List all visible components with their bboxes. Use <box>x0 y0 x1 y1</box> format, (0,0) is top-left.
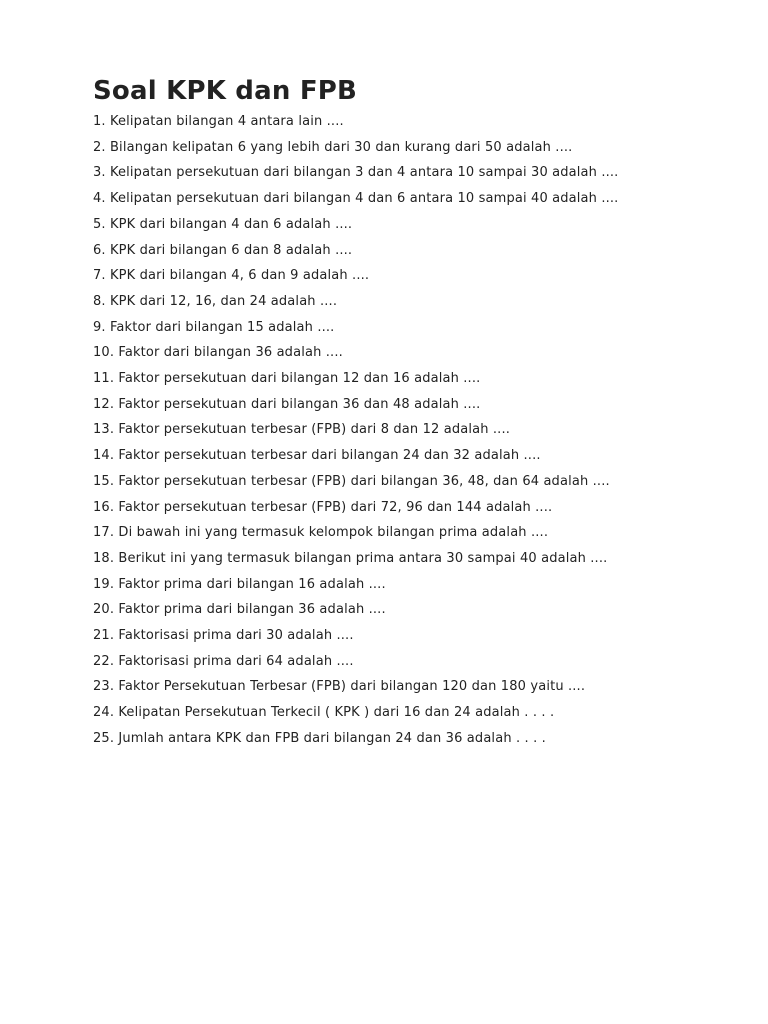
question-item: 19. Faktor prima dari bilangan 16 adalah .... <box>93 576 386 592</box>
question-item: 21. Faktorisasi prima dari 30 adalah .... <box>93 628 354 644</box>
question-item: 16. Faktor persekutuan terbesar (FPB) dari 72, 96 dan 144 adalah .... <box>93 499 553 515</box>
question-item: 13. Faktor persekutuan terbesar (FPB) dari 8 dan 12 adalah .... <box>93 422 511 438</box>
question-item: 22. Faktorisasi prima dari 64 adalah .... <box>93 653 354 669</box>
question-item: 7. KPK dari bilangan 4, 6 dan 9 adalah .... <box>93 268 370 284</box>
question-item: 1. Kelipatan bilangan 4 antara lain .... <box>93 114 344 129</box>
document-page <box>93 74 728 752</box>
question-item: 4. Kelipatan persekutuan dari bilangan 4 dan 6 antara 10 sampai 40 adalah .... <box>93 191 619 207</box>
question-item: 15. Faktor persekutuan terbesar (FPB) dari bilangan 36, 48, dan 64 adalah .... <box>93 473 610 489</box>
question-item: 20. Faktor prima dari bilangan 36 adalah .... <box>93 602 386 618</box>
question-item: 18. Berikut ini yang termasuk bilangan prima antara 30 sampai 40 adalah .... <box>93 550 608 566</box>
question-item: 11. Faktor persekutuan dari bilangan 12 dan 16 adalah .... <box>93 371 481 387</box>
question-item: 10. Faktor dari bilangan 36 adalah .... <box>93 345 343 361</box>
question-item: 5. KPK dari bilangan 4 dan 6 adalah .... <box>93 216 353 232</box>
question-item: 24. Kelipatan Persekutuan Terkecil ( KPK ) dari 16 dan 24 adalah . . . . <box>93 705 555 721</box>
question-item: 14. Faktor persekutuan terbesar dari bilangan 24 dan 32 adalah .... <box>93 448 541 464</box>
question-item: 25. Jumlah antara KPK dan FPB dari bilangan 24 dan 36 adalah . . . . <box>93 730 546 746</box>
question-item: 3. Kelipatan persekutuan dari bilangan 3 dan 4 antara 10 sampai 30 adalah .... <box>93 165 619 181</box>
question-list <box>93 109 728 752</box>
question-item: 12. Faktor persekutuan dari bilangan 36 dan 48 adalah .... <box>93 396 481 412</box>
page-title: Soal KPK dan FPB <box>93 76 358 106</box>
question-item: 23. Faktor Persekutuan Terbesar (FPB) dari bilangan 120 dan 180 yaitu .... <box>93 679 586 695</box>
question-item: 17. Di bawah ini yang termasuk kelompok bilangan prima adalah .... <box>93 525 549 541</box>
question-item: 9. Faktor dari bilangan 15 adalah .... <box>93 319 335 335</box>
question-item: 8. KPK dari 12, 16, dan 24 adalah .... <box>93 293 338 309</box>
question-item: 2. Bilangan kelipatan 6 yang lebih dari 30 dan kurang dari 50 adalah .... <box>93 139 573 155</box>
question-item: 6. KPK dari bilangan 6 dan 8 adalah .... <box>93 242 353 258</box>
